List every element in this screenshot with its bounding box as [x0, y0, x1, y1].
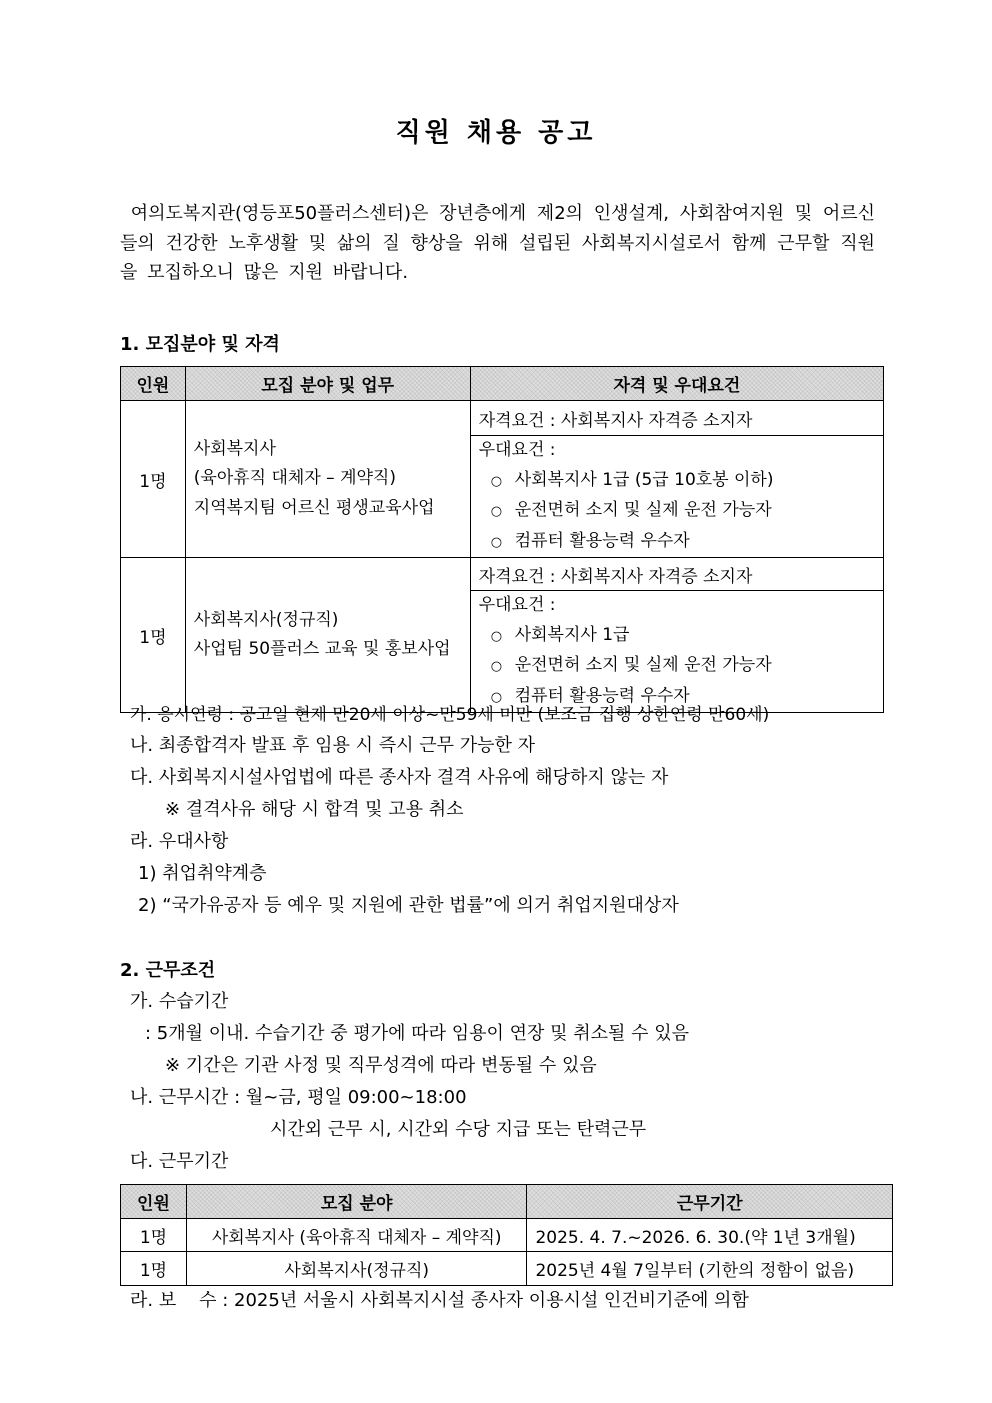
item-salary: 라. 보 수 : 2025년 서울시 사회복지시설 종사자 이용시설 인건비기준에 의함: [130, 1290, 749, 1311]
table-row: [121, 1252, 893, 1286]
recruit-table: [120, 366, 884, 713]
preferred-label: 우대요건 :: [478, 440, 556, 460]
col-header-count: 인원: [121, 1185, 187, 1219]
col-header-field: 모집 분야: [186, 1185, 527, 1219]
col-header-period: 근무기간: [527, 1185, 893, 1219]
preferred-item: 사회복지사 1급 (5급 10호봉 이하): [514, 469, 774, 490]
row1-field-line: 지역복지팀 어르신 평생교육사업: [193, 497, 435, 518]
preferred-item: 컴퓨터 활용능력 우수자: [514, 530, 690, 551]
row2-count: 1명: [121, 558, 186, 713]
item-overtime: 시간외 근무 시, 시간외 수당 지급 또는 탄력근무: [270, 1119, 647, 1140]
preferred-label: 우대요건 :: [478, 595, 556, 615]
preferred-item: 운전면허 소지 및 실제 운전 가능자: [514, 500, 772, 520]
row1-field: [185, 401, 470, 558]
item-preference: 라. 우대사항: [130, 831, 229, 852]
table-row: [121, 401, 884, 436]
item-disqualification: 다. 사회복지시설사업법에 따른 종사자 결격 사유에 해당하지 않는 자: [130, 767, 669, 788]
row2-preferred: [470, 591, 883, 713]
row2-field: 사회복지사(정규직): [186, 1252, 527, 1286]
row2-field-line: 사업팀 50플러스 교육 및 홍보사업: [193, 639, 451, 659]
work-period-table: [120, 1184, 893, 1286]
item-preference-2: 2) “국가유공자 등 예우 및 지원에 관한 법률”에 의거 취업지원대상자: [138, 895, 679, 916]
row1-field-line: 사회복지사: [193, 438, 276, 459]
row1-field-line: (육아휴직 대체자 – 계약직): [193, 468, 396, 489]
col-header-count: 인원: [121, 367, 186, 401]
preferred-item: 사회복지사 1급: [514, 624, 630, 645]
item-work-hours: 나. 근무시간 : 월~금, 평일 09:00~18:00: [130, 1087, 467, 1108]
bullet-icon: ○: [490, 659, 503, 674]
section2-heading: 2. 근무조건: [120, 960, 216, 981]
preferred-item: 운전면허 소지 및 실제 운전 가능자: [514, 655, 772, 675]
recruit-table-header: [121, 367, 884, 401]
item-preference-1: 1) 취업취약계층: [138, 863, 267, 884]
page-title: 직원 채용 공고: [395, 118, 597, 148]
item-probation-note: ※ 기간은 기관 사정 및 직무성격에 따라 변동될 수 있음: [165, 1055, 597, 1076]
preferred-item: 컴퓨터 활용능력 우수자: [514, 685, 690, 706]
intro-text: 여의도복지관(영등포50플러스센터)은 장년층에게 제2의 인생설계, 사회참여지원 및 어르신들의 건강한 노후생활 및 삶의 질 향상을 위해 설립된 사회복지시설로서 함께 근무할 직원을 모집하오니 많은 지원 바랍니다.: [120, 203, 875, 283]
row2-qualification: 자격요건 : 사회복지사 자격증 소지자: [470, 558, 883, 591]
bullet-icon: ○: [490, 628, 503, 644]
section1-heading: 1. 모집분야 및 자격: [120, 334, 280, 355]
bullet-icon: ○: [490, 534, 503, 550]
item-work-period: 다. 근무기간: [130, 1151, 229, 1172]
row2-count: 1명: [121, 1252, 187, 1286]
item-age: 가. 응시연령 : 공고일 현재 만20세 이상~만59세 미만 (보조금 집행 상한연령 만60세): [130, 705, 770, 725]
col-header-field: 모집 분야 및 업무: [185, 367, 470, 401]
intro-paragraph: [120, 199, 875, 288]
row2-field: [185, 558, 470, 713]
table-row: [121, 1219, 893, 1252]
row1-qualification: 자격요건 : 사회복지사 자격증 소지자: [470, 401, 883, 436]
row2-period: 2025년 4월 7일부터 (기한의 정함이 없음): [527, 1252, 893, 1286]
work-period-table-header: [121, 1185, 893, 1219]
row1-count: 1명: [121, 1219, 187, 1252]
bullet-icon: ○: [490, 689, 503, 705]
row1-count: 1명: [121, 401, 186, 558]
row1-field: 사회복지사 (육아휴직 대체자 – 계약직): [186, 1219, 527, 1252]
row2-field-line: 사회복지사(정규직): [193, 609, 339, 630]
item-availability: 나. 최종합격자 발표 후 임용 시 즉시 근무 가능한 자: [130, 735, 535, 756]
table-row: [121, 558, 884, 591]
col-header-qualification: 자격 및 우대요건: [470, 367, 883, 401]
bullet-icon: ○: [490, 504, 503, 519]
item-probation: 가. 수습기간: [130, 991, 229, 1012]
item-probation-detail: : 5개월 이내. 수습기간 중 평가에 따라 임용이 연장 및 취소될 수 있음: [145, 1023, 689, 1044]
bullet-icon: ○: [490, 473, 503, 489]
row1-preferred: [470, 436, 883, 558]
row1-period: 2025. 4. 7.~2026. 6. 30.(약 1년 3개월): [527, 1219, 893, 1252]
item-disqualification-note: ※ 결격사유 해당 시 합격 및 고용 취소: [165, 799, 464, 820]
